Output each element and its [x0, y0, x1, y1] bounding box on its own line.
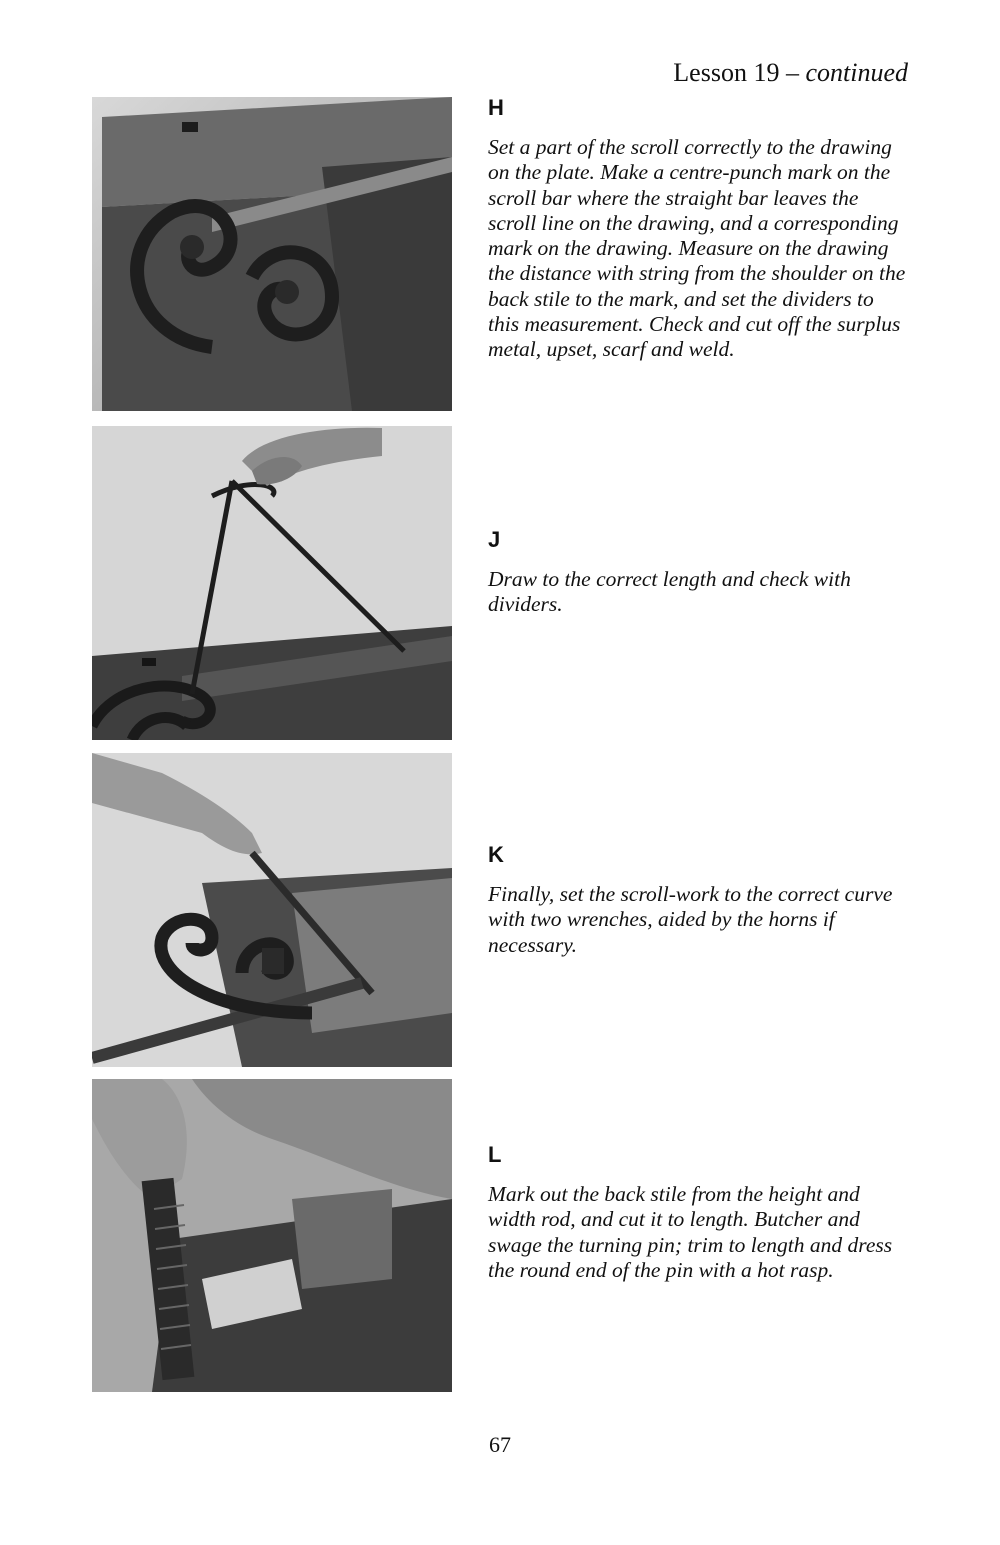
step-letter: K — [488, 842, 504, 867]
photo-l-rasp — [92, 1079, 452, 1392]
step-h — [488, 95, 908, 363]
photo-j-dividers — [92, 426, 452, 740]
running-header — [673, 58, 908, 88]
step-letter: J — [488, 527, 501, 552]
step-l — [488, 1142, 908, 1283]
step-k — [488, 842, 908, 958]
continued-label: continued — [805, 58, 908, 87]
photo-k-wrenches — [92, 753, 452, 1067]
lesson-label: Lesson 19 – — [673, 58, 806, 87]
step-text: Finally, set the scroll-work to the correct curve with two wrenches, aided by the horns if necessary. — [488, 882, 893, 957]
step-letter: H — [488, 95, 504, 120]
step-j — [488, 527, 908, 618]
page-number: 67 — [489, 1432, 511, 1457]
step-text: Mark out the back stile from the height and width rod, and cut it to length. Butcher and swage the turning pin; trim to length and dress the round end of the pin with a hot rasp. — [488, 1182, 893, 1282]
step-letter: L — [488, 1142, 502, 1167]
step-text: Draw to the correct length and check with dividers. — [488, 567, 851, 617]
photo-h-scroll-on-anvil — [92, 97, 452, 411]
step-text: Set a part of the scroll correctly to the drawing on the plate. Make a centre-punch mark on the scroll bar where the straight bar leaves the scroll line on the drawing, and a corresponding mark on the drawing. Measure on the drawing the distance with string from the shoulder on the back stile to the mark, and set the dividers to this measurement. Check and cut off the surplus metal, upset, scarf and weld. — [488, 135, 906, 362]
